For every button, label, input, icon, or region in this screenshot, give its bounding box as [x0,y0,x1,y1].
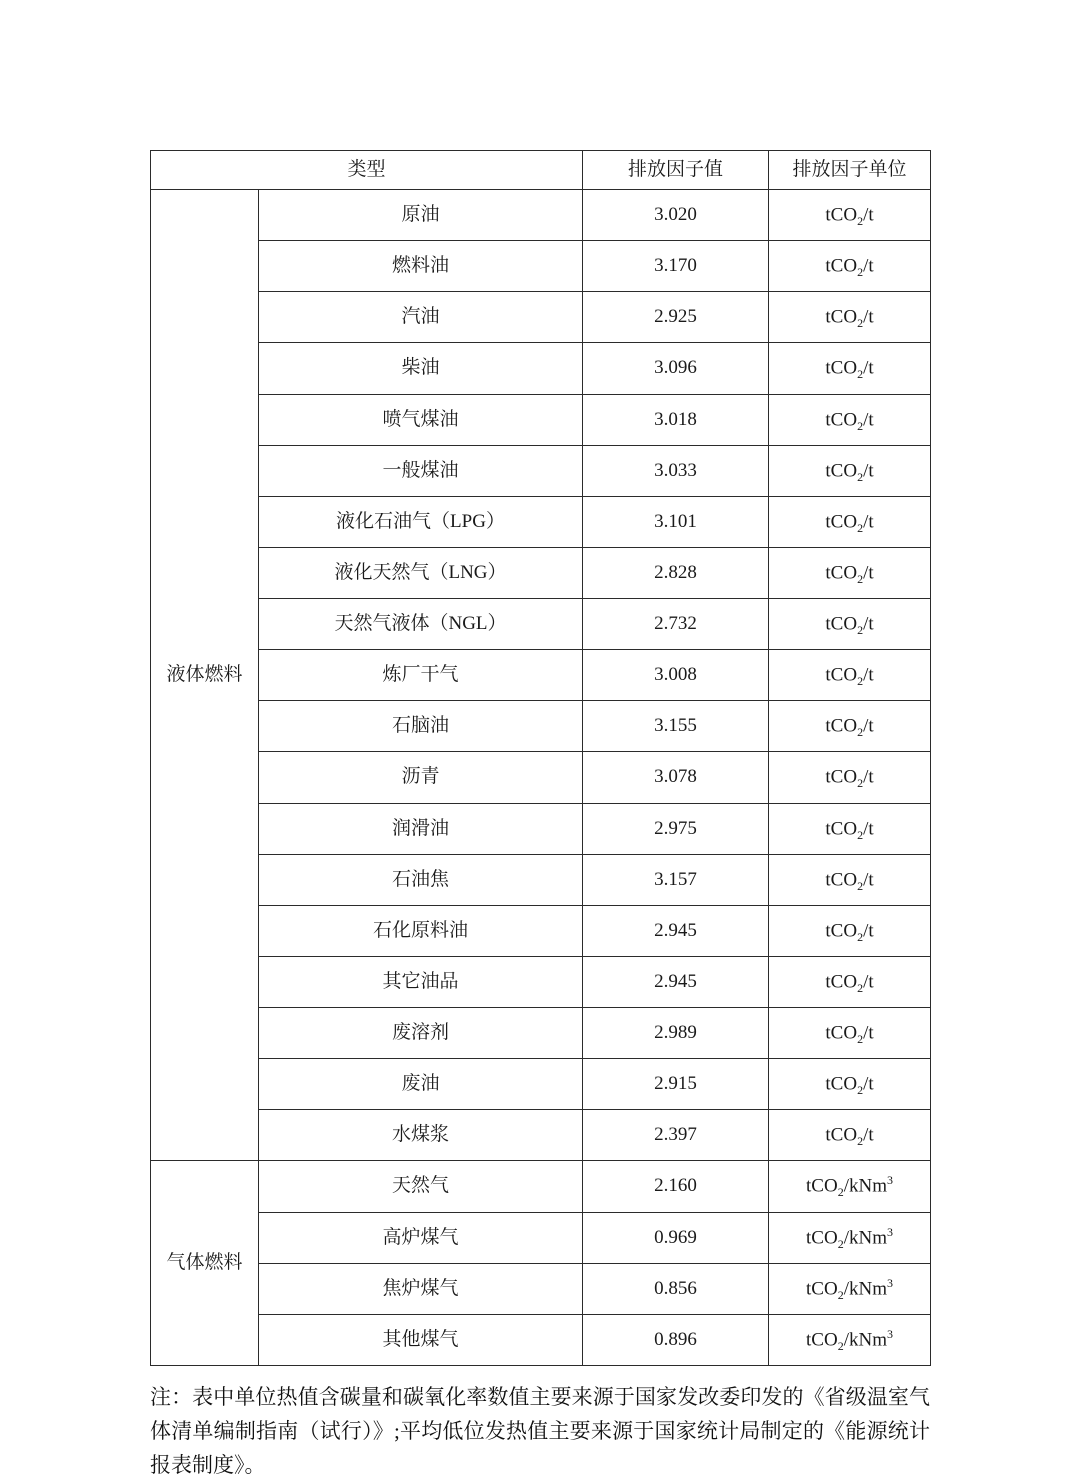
emission-factor-unit-cell [769,394,931,445]
unit-subscript: 2 [857,316,864,331]
unit-main: tCO [806,1175,838,1197]
emission-factor-unit-cell [769,905,931,956]
fuel-type-cell: 原油 [259,190,583,241]
unit-tail: /t [863,817,874,839]
unit-superscript: 3 [887,1173,893,1188]
fuel-type-cell: 废溶剂 [259,1008,583,1059]
emission-factor-value-cell: 2.989 [583,1008,769,1059]
emission-factor-unit-cell [769,1212,931,1263]
emission-factor-value-cell: 0.896 [583,1314,769,1365]
fuel-type-cell: 润滑油 [259,803,583,854]
table-row [151,905,931,956]
unit-main: tCO [825,1073,858,1095]
unit-main: tCO [825,511,858,533]
unit-tail: /t [863,766,874,788]
unit-main: tCO [806,1277,838,1299]
emission-factor-value-cell: 3.078 [583,752,769,803]
unit-subscript: 2 [857,725,864,740]
fuel-type-cell: 焦炉煤气 [259,1263,583,1314]
emission-factor-value-cell: 3.008 [583,650,769,701]
fuel-type-cell: 燃料油 [259,241,583,292]
unit-tail: /t [863,664,874,686]
table-header-row [151,151,931,190]
emission-factor-unit-cell [769,445,931,496]
header-unit: 排放因子单位 [769,151,931,190]
table-row [151,752,931,803]
fuel-type-cell: 废油 [259,1059,583,1110]
unit-main: tCO [825,306,858,328]
unit-main: tCO [825,1124,858,1146]
emission-factor-unit-cell [769,956,931,1007]
table-row [151,394,931,445]
unit-main: tCO [825,1022,858,1044]
unit-subscript: 2 [837,1185,844,1200]
table-row [151,854,931,905]
unit-main: tCO [825,868,858,890]
unit-superscript: 3 [887,1224,893,1239]
table-row [151,1110,931,1161]
fuel-type-cell: 其它油品 [259,956,583,1007]
unit-tail: /t [863,1073,874,1095]
emission-factor-unit-cell [769,599,931,650]
table-row [151,190,931,241]
fuel-type-cell: 液化天然气（LNG） [259,547,583,598]
unit-subscript: 2 [857,1083,864,1098]
emission-factor-value-cell: 2.975 [583,803,769,854]
unit-tail: /t [863,1124,874,1146]
fuel-type-cell: 柴油 [259,343,583,394]
unit-subscript: 2 [857,827,864,842]
unit-subscript: 2 [857,520,864,535]
unit-main: tCO [825,664,858,686]
table-row [151,701,931,752]
unit-main: tCO [825,715,858,737]
emission-factor-unit-cell [769,496,931,547]
emission-factor-unit-cell [769,241,931,292]
emission-factor-value-cell: 2.828 [583,547,769,598]
emission-factor-value-cell: 2.945 [583,905,769,956]
unit-subscript: 2 [837,1236,844,1251]
unit-subscript: 2 [857,878,864,893]
fuel-type-cell: 石油焦 [259,854,583,905]
emission-factor-unit-cell [769,854,931,905]
table-row [151,1008,931,1059]
emission-factor-unit-cell [769,803,931,854]
fuel-type-cell: 石脑油 [259,701,583,752]
unit-tail: /t [863,306,874,328]
fuel-type-cell: 一般煤油 [259,445,583,496]
unit-main: tCO [825,562,858,584]
emission-factor-value-cell: 2.397 [583,1110,769,1161]
emission-factor-unit-cell [769,547,931,598]
unit-tail: /t [863,357,874,379]
header-type: 类型 [151,151,583,190]
emission-factor-unit-cell [769,1263,931,1314]
emission-factor-value-cell: 3.018 [583,394,769,445]
unit-tail: /kNm [843,1329,887,1351]
unit-tail: /kNm [843,1175,887,1197]
unit-main: tCO [825,408,858,430]
table-row [151,292,931,343]
table-row [151,241,931,292]
emission-factor-unit-cell [769,1314,931,1365]
unit-subscript: 2 [857,469,864,484]
unit-subscript: 2 [837,1287,844,1302]
header-value: 排放因子值 [583,151,769,190]
table-row [151,650,931,701]
unit-subscript: 2 [857,214,864,229]
table-row [151,599,931,650]
emission-factor-value-cell: 0.969 [583,1212,769,1263]
unit-tail: /kNm [843,1226,887,1248]
table-row [151,547,931,598]
unit-main: tCO [806,1329,838,1351]
fuel-type-cell: 天然气液体（NGL） [259,599,583,650]
emission-factor-table [150,150,931,1366]
unit-subscript: 2 [857,572,864,586]
table-header [151,151,931,190]
emission-factor-value-cell: 3.033 [583,445,769,496]
unit-tail: /t [863,511,874,533]
unit-tail: /t [863,408,874,430]
unit-main: tCO [825,920,858,942]
group-label: 液体燃料 [151,190,259,1161]
unit-main: tCO [825,971,858,993]
emission-factor-value-cell: 3.020 [583,190,769,241]
emission-factor-unit-cell [769,701,931,752]
emission-factor-value-cell: 2.732 [583,599,769,650]
unit-subscript: 2 [857,674,864,689]
unit-subscript: 2 [857,776,864,791]
table-row [151,1059,931,1110]
table-row [151,803,931,854]
unit-subscript: 2 [857,1134,864,1149]
emission-factor-value-cell: 0.856 [583,1263,769,1314]
unit-tail: /t [863,255,874,277]
emission-factor-unit-cell [769,1059,931,1110]
emission-factor-value-cell: 3.155 [583,701,769,752]
unit-main: tCO [825,204,858,226]
emission-factor-value-cell: 3.170 [583,241,769,292]
table-row [151,1314,931,1365]
table-note [150,1380,930,1482]
fuel-type-cell: 喷气煤油 [259,394,583,445]
group-label: 气体燃料 [151,1161,259,1366]
table-row [151,1263,931,1314]
unit-tail: /t [863,868,874,890]
emission-factor-unit-cell [769,650,931,701]
unit-subscript: 2 [857,367,864,382]
unit-superscript: 3 [887,1326,893,1341]
emission-factor-value-cell: 3.096 [583,343,769,394]
unit-main: tCO [825,766,858,788]
unit-subscript: 2 [857,265,864,280]
fuel-type-cell: 高炉煤气 [259,1212,583,1263]
unit-tail: /t [863,613,874,635]
unit-tail: /t [863,920,874,942]
unit-tail: /t [863,459,874,481]
emission-factor-unit-cell [769,190,931,241]
table-row [151,1212,931,1263]
table-row [151,496,931,547]
unit-tail: /t [863,971,874,993]
emission-factor-unit-cell [769,343,931,394]
fuel-type-cell: 沥青 [259,752,583,803]
unit-superscript: 3 [887,1275,893,1290]
emission-factor-unit-cell [769,1110,931,1161]
unit-main: tCO [825,817,858,839]
fuel-type-cell: 其他煤气 [259,1314,583,1365]
document-page [150,150,930,1482]
fuel-type-cell: 液化石油气（LPG） [259,496,583,547]
emission-factor-unit-cell [769,752,931,803]
unit-tail: /t [863,715,874,737]
unit-tail: /t [863,562,874,584]
table-row [151,445,931,496]
emission-factor-unit-cell [769,292,931,343]
unit-tail: /kNm [843,1277,887,1299]
fuel-type-cell: 汽油 [259,292,583,343]
unit-subscript: 2 [857,929,864,944]
fuel-type-cell: 炼厂干气 [259,650,583,701]
fuel-type-cell: 天然气 [259,1161,583,1212]
table-row [151,1161,931,1212]
emission-factor-unit-cell [769,1161,931,1212]
unit-main: tCO [825,357,858,379]
unit-main: tCO [825,255,858,277]
unit-main: tCO [825,613,858,635]
unit-subscript: 2 [837,1338,844,1353]
unit-subscript: 2 [857,418,864,433]
unit-subscript: 2 [857,1032,864,1047]
emission-factor-value-cell: 2.925 [583,292,769,343]
unit-main: tCO [806,1226,838,1248]
emission-factor-unit-cell [769,1008,931,1059]
fuel-type-cell: 水煤浆 [259,1110,583,1161]
fuel-type-cell: 石化原料油 [259,905,583,956]
emission-factor-value-cell: 2.945 [583,956,769,1007]
unit-subscript: 2 [857,981,864,995]
unit-main: tCO [825,459,858,481]
table-row [151,956,931,1007]
emission-factor-value-cell: 2.160 [583,1161,769,1212]
table-body [151,190,931,1366]
emission-factor-value-cell: 3.101 [583,496,769,547]
table-row [151,343,931,394]
emission-factor-value-cell: 3.157 [583,854,769,905]
note-text: 注：表中单位热值含碳量和碳氧化率数值主要来源于国家发改委印发的《省级温室气体清单编制指南（试行）》;平均低位发热值主要来源于国家统计局制定的《能源统计报表制度》。 [150,1384,930,1477]
emission-factor-value-cell: 2.915 [583,1059,769,1110]
unit-subscript: 2 [857,623,864,638]
unit-tail: /t [863,204,874,226]
unit-tail: /t [863,1022,874,1044]
